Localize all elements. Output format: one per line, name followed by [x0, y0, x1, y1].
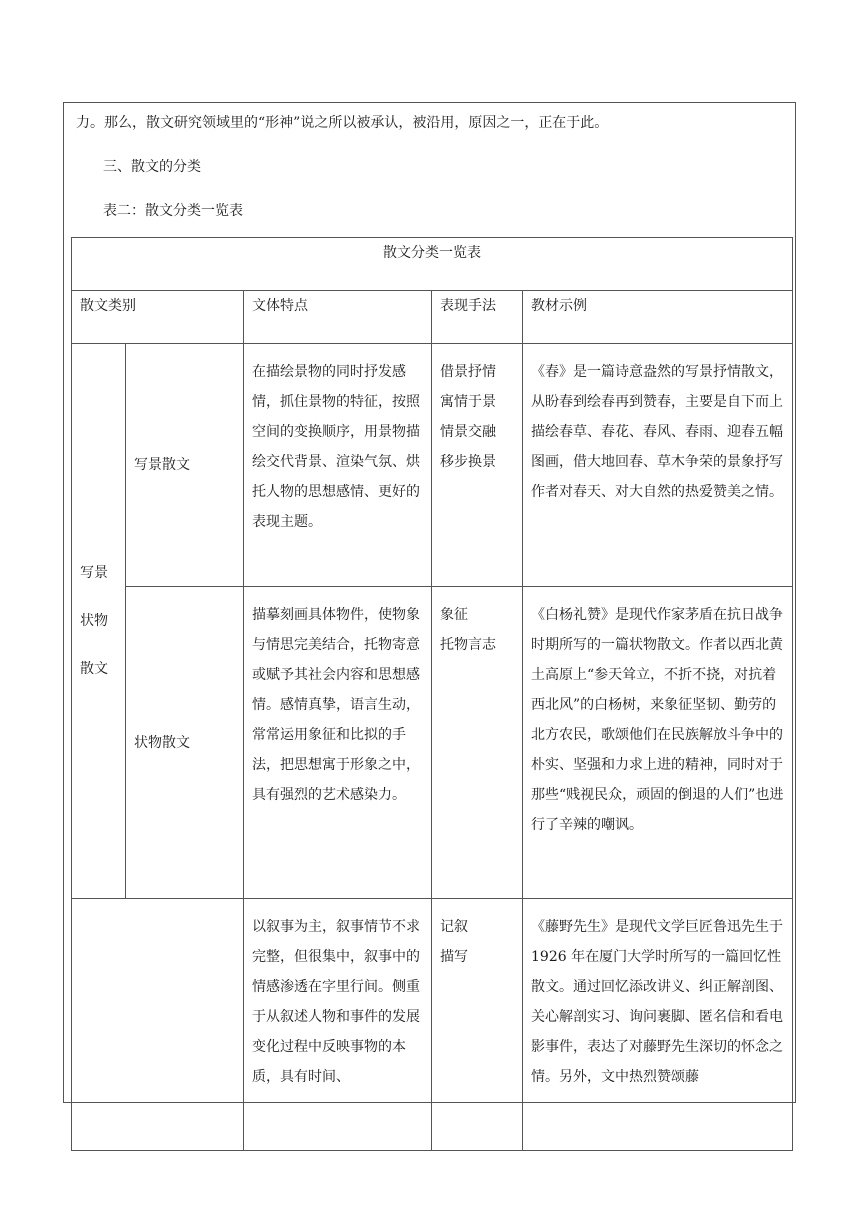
features-cell: 在描绘景物的同时抒发感情，抓住景物的特征，按照空间的变换顺序，用景物描绘交代背景、渲染气氛、烘托人物的思想感情、更好的表现主题。	[244, 344, 432, 587]
subcategory-cell: 写景散文	[126, 344, 244, 587]
group-category-cell	[72, 344, 126, 899]
features-cell: 描摹刻画具体物件，使物象与情思完美结合，托物寄意或赋予其社会内容和思想感情。感情真挚，语言生动，常常运用象征和比拟的手法，把思想寓于形象之中，具有强烈的艺术感染力。	[244, 587, 432, 899]
prose-classification-table	[71, 237, 793, 1151]
table-title-row	[72, 238, 793, 291]
techniques-cell	[432, 587, 523, 899]
technique-item: 象征	[440, 607, 468, 623]
technique-item: 描写	[440, 949, 468, 965]
header-features: 文体特点	[244, 291, 432, 344]
technique-item: 移步换景	[440, 454, 496, 470]
examples-cell: 《藤野先生》是现代文学巨匠鲁迅先生于 1926 年在厦门大学时所写的一篇回忆性散文。通过回忆添改讲义、纠正解剖图、关心解剖实习、询问裹脚、匿名信和看电影事件，表达了对藤野先生深切的怀念之情。另外，文中热烈赞颂藤	[523, 899, 793, 1151]
group-category-line: 状物	[80, 613, 108, 629]
paragraph-continuation: 力。那么，散文研究领域里的“形神”说之所以被承认，被沿用，原因之一，正在于此。	[76, 115, 609, 131]
features-cell: 以叙事为主，叙事情节不求完整，但很集中，叙事中的情感渗透在字里行间。侧重于从叙述人物和事件的发展变化过程中反映事物的本质，具有时间、	[244, 899, 432, 1151]
examples-cell: 《春》是一篇诗意盎然的写景抒情散文，从盼春到绘春再到赞春，主要是自下而上描绘春草、春花、春风、春雨、迎春五幅图画，借大地回春、草木争荣的景象抒写作者对春天、对大自然的热爱赞美之情。	[523, 344, 793, 587]
subcategory-cell	[72, 899, 244, 1151]
technique-item: 托物言志	[440, 637, 496, 653]
header-techniques: 表现手法	[432, 291, 523, 344]
technique-item: 记叙	[440, 919, 468, 935]
table-row	[72, 899, 793, 1151]
section-heading: 三、散文的分类	[103, 159, 201, 175]
techniques-cell	[432, 344, 523, 587]
table-row	[72, 587, 793, 899]
table-header-row	[72, 291, 793, 344]
technique-item: 情景交融	[440, 424, 496, 440]
technique-item: 寓情于景	[440, 394, 496, 410]
group-category-line: 写景	[80, 565, 108, 581]
techniques-cell	[432, 899, 523, 1151]
header-examples: 教材示例	[523, 291, 793, 344]
table-title: 散文分类一览表	[72, 238, 793, 291]
technique-item: 借景抒情	[440, 364, 496, 380]
table-row	[72, 344, 793, 587]
examples-cell: 《白杨礼赞》是现代作家茅盾在抗日战争时期所写的一篇状物散文。作者以西北黄土高原上“参天耸立，不折不挠，对抗着西北风”的白杨树，来象征坚韧、勤劳的北方农民，歌颂他们在民族解放斗争中的朴实、坚强和力求上进的精神，同时对于那些“贱视民众，顽固的倒退的人们”也进行了辛辣的嘲讽。	[523, 587, 793, 899]
group-category-line: 散文	[80, 661, 108, 677]
header-category: 散文类别	[72, 291, 244, 344]
table-caption: 表二：散文分类一览表	[103, 203, 243, 219]
subcategory-cell: 状物散文	[126, 587, 244, 899]
